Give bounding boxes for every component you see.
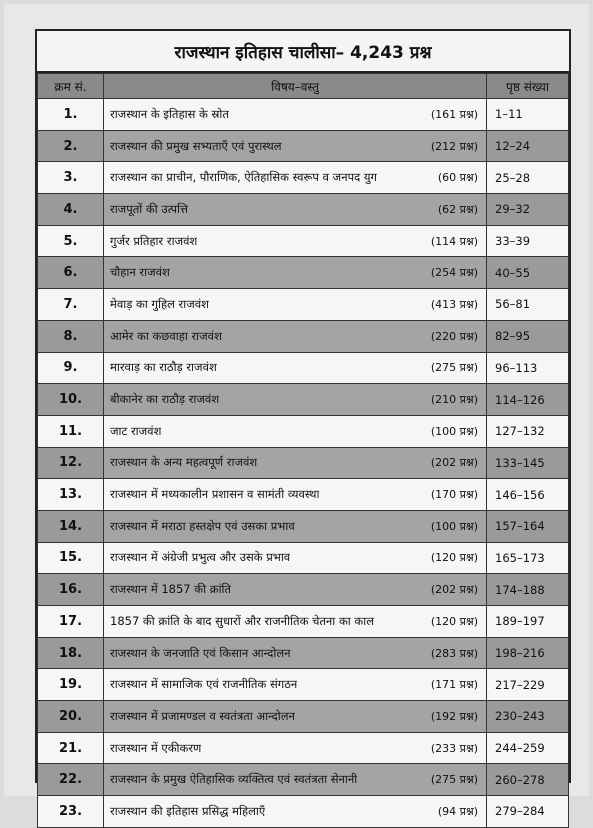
row-pages: 33–39 bbox=[487, 225, 569, 257]
table-row bbox=[38, 701, 569, 733]
row-serial: 9. bbox=[38, 352, 104, 384]
table-row bbox=[38, 637, 569, 669]
row-pages: 279–284 bbox=[487, 796, 569, 828]
row-subject: राजस्थान के जनजाति एवं किसान आन्दोलन bbox=[110, 645, 291, 660]
row-pages: 127–132 bbox=[487, 415, 569, 447]
row-subject-cell bbox=[104, 99, 487, 131]
row-question-count: (161 प्रश्न) bbox=[430, 107, 478, 121]
row-serial: 6. bbox=[38, 257, 104, 289]
row-serial: 5. bbox=[38, 225, 104, 257]
row-serial: 18. bbox=[38, 637, 104, 669]
row-subject: बीकानेर का राठौड़ राजवंश bbox=[110, 392, 220, 407]
row-serial: 19. bbox=[38, 669, 104, 701]
row-question-count: (413 प्रश्न) bbox=[430, 297, 478, 311]
row-pages: 82–95 bbox=[487, 320, 569, 352]
row-pages: 1–11 bbox=[487, 99, 569, 131]
document-page bbox=[4, 4, 589, 819]
row-subject-cell bbox=[104, 352, 487, 384]
table-row bbox=[38, 225, 569, 257]
row-subject-cell bbox=[104, 415, 487, 447]
row-question-count: (254 प्रश्न) bbox=[430, 266, 478, 280]
row-question-count: (220 प्रश्न) bbox=[430, 329, 478, 343]
row-serial: 2. bbox=[38, 130, 104, 162]
row-question-count: (100 प्रश्न) bbox=[430, 424, 478, 438]
row-question-count: (233 प्रश्न) bbox=[430, 741, 478, 755]
row-subject: राजस्थान के अन्य महत्वपूर्ण राजवंश bbox=[110, 455, 258, 470]
row-question-count: (170 प्रश्न) bbox=[430, 488, 478, 502]
row-serial: 13. bbox=[38, 479, 104, 511]
table-row bbox=[38, 574, 569, 606]
row-subject-cell bbox=[104, 289, 487, 321]
row-subject: राजस्थान का प्राचीन, पौराणिक, ऐतिहासिक स्वरूप व जनपद युग bbox=[110, 170, 378, 185]
row-subject-cell bbox=[104, 130, 487, 162]
row-subject-cell bbox=[104, 510, 487, 542]
row-subject-cell bbox=[104, 225, 487, 257]
row-subject: मारवाड़ का राठौड़ राजवंश bbox=[110, 360, 217, 375]
row-pages: 56–81 bbox=[487, 289, 569, 321]
row-subject-cell bbox=[104, 194, 487, 226]
row-serial: 22. bbox=[38, 764, 104, 796]
table-row bbox=[38, 796, 569, 828]
table-row bbox=[38, 447, 569, 479]
row-serial: 15. bbox=[38, 542, 104, 574]
row-question-count: (283 प्रश्न) bbox=[430, 646, 478, 660]
row-subject: राजस्थान की प्रमुख सभ्यताएँ एवं पुरास्थल bbox=[110, 138, 282, 153]
row-pages: 198–216 bbox=[487, 637, 569, 669]
row-serial: 16. bbox=[38, 574, 104, 606]
row-subject-cell bbox=[104, 701, 487, 733]
row-subject: राजस्थान में मराठा हस्तक्षेप एवं उसका प्रभाव bbox=[110, 518, 295, 533]
row-pages: 25–28 bbox=[487, 162, 569, 194]
row-subject: राजस्थान में मध्यकालीन प्रशासन व सामंती व्यवस्था bbox=[110, 487, 320, 502]
row-pages: 157–164 bbox=[487, 510, 569, 542]
table-row bbox=[38, 384, 569, 416]
row-subject: 1857 की क्रांति के बाद सुधारों और राजनीतिक चेतना का काल bbox=[110, 613, 375, 628]
row-subject-cell bbox=[104, 447, 487, 479]
row-pages: 133–145 bbox=[487, 447, 569, 479]
header-subject: विषय–वस्तु bbox=[104, 74, 487, 99]
table-row bbox=[38, 320, 569, 352]
row-question-count: (100 प्रश्न) bbox=[430, 519, 478, 533]
row-question-count: (120 प्रश्न) bbox=[430, 614, 478, 628]
row-serial: 11. bbox=[38, 415, 104, 447]
row-question-count: (62 प्रश्न) bbox=[437, 202, 478, 216]
row-serial: 21. bbox=[38, 732, 104, 764]
table-row bbox=[38, 764, 569, 796]
row-subject-cell bbox=[104, 637, 487, 669]
row-subject: राजस्थान में सामाजिक एवं राजनीतिक संगठन bbox=[110, 677, 298, 692]
contents-table bbox=[37, 73, 569, 828]
row-subject-cell bbox=[104, 162, 487, 194]
row-serial: 8. bbox=[38, 320, 104, 352]
header-serial: क्रम सं. bbox=[38, 74, 104, 99]
row-serial: 1. bbox=[38, 99, 104, 131]
row-serial: 12. bbox=[38, 447, 104, 479]
row-subject-cell bbox=[104, 574, 487, 606]
row-pages: 189–197 bbox=[487, 606, 569, 638]
header-page: पृष्ठ संख्या bbox=[487, 74, 569, 99]
row-subject: गुर्जर प्रतिहार राजवंश bbox=[110, 233, 198, 248]
table-row bbox=[38, 732, 569, 764]
row-serial: 4. bbox=[38, 194, 104, 226]
row-subject-cell bbox=[104, 384, 487, 416]
row-subject-cell bbox=[104, 257, 487, 289]
table-row bbox=[38, 257, 569, 289]
contents-table-box bbox=[35, 29, 571, 819]
row-subject: आमेर का कछवाहा राजवंश bbox=[110, 328, 222, 343]
row-serial: 20. bbox=[38, 701, 104, 733]
row-question-count: (192 प्रश्न) bbox=[430, 709, 478, 723]
row-pages: 29–32 bbox=[487, 194, 569, 226]
row-question-count: (275 प्रश्न) bbox=[430, 773, 478, 787]
row-question-count: (94 प्रश्न) bbox=[437, 804, 478, 818]
table-row bbox=[38, 352, 569, 384]
row-question-count: (120 प्रश्न) bbox=[430, 551, 478, 565]
table-row bbox=[38, 479, 569, 511]
row-subject: राजस्थान में 1857 की क्रांति bbox=[110, 582, 232, 597]
row-question-count: (60 प्रश्न) bbox=[437, 171, 478, 185]
row-subject: राजस्थान की इतिहास प्रसिद्ध महिलाएँ bbox=[110, 803, 266, 818]
table-row bbox=[38, 130, 569, 162]
row-question-count: (114 प्रश्न) bbox=[430, 234, 478, 248]
table-row bbox=[38, 510, 569, 542]
row-subject-cell bbox=[104, 479, 487, 511]
row-serial: 3. bbox=[38, 162, 104, 194]
row-serial: 23. bbox=[38, 796, 104, 828]
row-subject: राजस्थान में प्रजामण्डल व स्वतंत्रता आन्दोलन bbox=[110, 708, 295, 723]
row-subject-cell bbox=[104, 320, 487, 352]
row-subject: जाट राजवंश bbox=[110, 423, 162, 438]
row-subject: राजस्थान के प्रमुख ऐतिहासिक व्यक्तित्व एवं स्वतंत्रता सेनानी bbox=[110, 772, 358, 787]
row-question-count: (210 प्रश्न) bbox=[430, 393, 478, 407]
row-question-count: (202 प्रश्न) bbox=[430, 583, 478, 597]
row-question-count: (171 प्रश्न) bbox=[430, 678, 478, 692]
row-pages: 230–243 bbox=[487, 701, 569, 733]
row-serial: 17. bbox=[38, 606, 104, 638]
row-question-count: (275 प्रश्न) bbox=[430, 361, 478, 375]
row-subject-cell bbox=[104, 796, 487, 828]
row-subject: राजस्थान में अंग्रेजी प्रभुत्व और उसके प्रभाव bbox=[110, 550, 291, 565]
table-row bbox=[38, 99, 569, 131]
row-pages: 260–278 bbox=[487, 764, 569, 796]
row-subject-cell bbox=[104, 669, 487, 701]
row-subject: राजपूतों की उत्पत्ति bbox=[110, 201, 188, 216]
row-pages: 244–259 bbox=[487, 732, 569, 764]
table-row bbox=[38, 542, 569, 574]
row-subject: मेवाड़ का गुहिल राजवंश bbox=[110, 296, 209, 311]
row-subject: राजस्थान में एकीकरण bbox=[110, 740, 202, 755]
table-row bbox=[38, 669, 569, 701]
row-pages: 40–55 bbox=[487, 257, 569, 289]
row-serial: 14. bbox=[38, 510, 104, 542]
row-pages: 114–126 bbox=[487, 384, 569, 416]
row-subject-cell bbox=[104, 732, 487, 764]
row-subject-cell bbox=[104, 606, 487, 638]
row-question-count: (212 प्रश्न) bbox=[430, 139, 478, 153]
row-subject: चौहान राजवंश bbox=[110, 265, 170, 280]
page-title: राजस्थान इतिहास चालीसा– 4,243 प्रश्न bbox=[37, 31, 569, 73]
row-pages: 12–24 bbox=[487, 130, 569, 162]
row-subject: राजस्थान के इतिहास के स्रोत bbox=[110, 106, 229, 121]
table-row bbox=[38, 162, 569, 194]
row-pages: 146–156 bbox=[487, 479, 569, 511]
table-row bbox=[38, 194, 569, 226]
row-question-count: (202 प्रश्न) bbox=[430, 456, 478, 470]
row-serial: 10. bbox=[38, 384, 104, 416]
row-pages: 217–229 bbox=[487, 669, 569, 701]
row-serial: 7. bbox=[38, 289, 104, 321]
row-subject-cell bbox=[104, 542, 487, 574]
table-header-row bbox=[38, 74, 569, 99]
row-subject-cell bbox=[104, 764, 487, 796]
table-row bbox=[38, 415, 569, 447]
row-pages: 96–113 bbox=[487, 352, 569, 384]
row-pages: 165–173 bbox=[487, 542, 569, 574]
table-body bbox=[38, 99, 569, 828]
table-row bbox=[38, 606, 569, 638]
row-pages: 174–188 bbox=[487, 574, 569, 606]
table-row bbox=[38, 289, 569, 321]
